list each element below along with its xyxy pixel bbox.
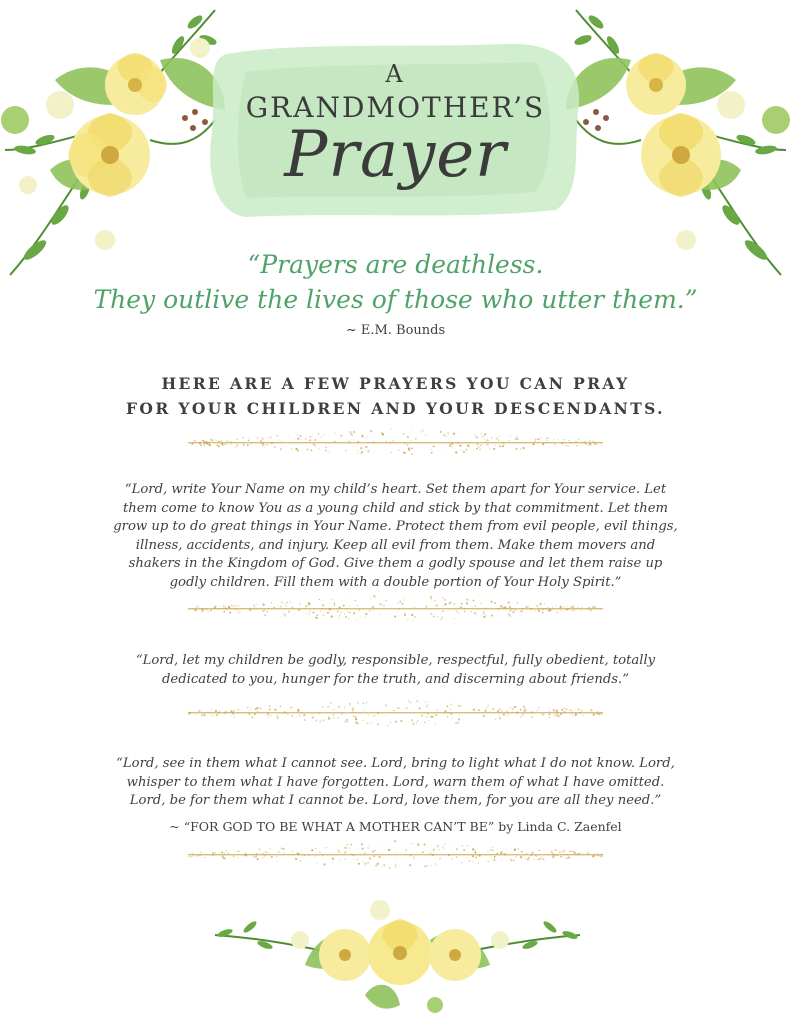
- prayer-line: them come to know You as a young child and stick by that commitment. Let them: [122, 500, 669, 516]
- prayer-line: whisper to them what I have forgotten. Lord, warn them of what I have omitted.: [126, 774, 665, 790]
- prayer-line: Lord, be for them what I cannot be. Lord, love them, for you are all they need.”: [129, 793, 662, 809]
- section-heading-line-2: FOR YOUR CHILDREN AND YOUR DESCENDANTS.: [126, 399, 665, 418]
- gold-glitter-divider: [188, 698, 603, 728]
- prayer-line: illness, accidents, and injury. Keep all evil from them. Make them movers and: [135, 537, 656, 553]
- prayer-line: “Lord, let my children be godly, responsible, respectful, fully obedient, totally: [135, 653, 656, 668]
- title-line-prayer: Prayer: [284, 118, 507, 192]
- title-line-a: A: [385, 60, 406, 88]
- epigraph-line-2: They outlive the lives of those who utter them.”: [93, 285, 698, 314]
- prayer-1: [105, 481, 686, 593]
- title-line-grandmothers: GRANDMOTHER’S: [245, 91, 546, 124]
- gold-glitter-divider: [188, 840, 603, 870]
- prayer-line: shakers in the Kingdom of God. Give them a godly spouse and let them raise up: [128, 556, 663, 572]
- prayer-2: [105, 652, 686, 689]
- floral-garland-bottom: [205, 895, 590, 1020]
- prayer-line: grow up to do great things in Your Name. Protect them from evil people, evil things,: [113, 519, 678, 535]
- prayer-line: “Lord, see in them what I cannot see. Lord, bring to light what I do not know. Lord,: [116, 756, 675, 771]
- prayer-line: “Lord, write Your Name on my child’s heart. Set them apart for Your service. Let: [124, 482, 667, 497]
- gold-glitter-divider: [188, 594, 603, 624]
- prayer-line: godly children. Fill them with a double portion of Your Holy Spirit.”: [169, 574, 622, 590]
- prayer-line: dedicated to you, hunger for the truth, and discerning about friends.”: [161, 671, 629, 687]
- prayer-3-attribution: ~ “FOR GOD TO BE WHAT A MOTHER CAN’T BE” by Linda C. Zaenfel: [169, 819, 622, 834]
- prayer-3: [105, 755, 686, 811]
- epigraph-line-1: “Prayers are deathless.: [247, 250, 544, 279]
- section-heading-line-1: HERE ARE A FEW PRAYERS YOU CAN PRAY: [161, 374, 630, 393]
- gold-glitter-divider: [188, 428, 603, 458]
- epigraph-author: ~ E.M. Bounds: [345, 323, 446, 338]
